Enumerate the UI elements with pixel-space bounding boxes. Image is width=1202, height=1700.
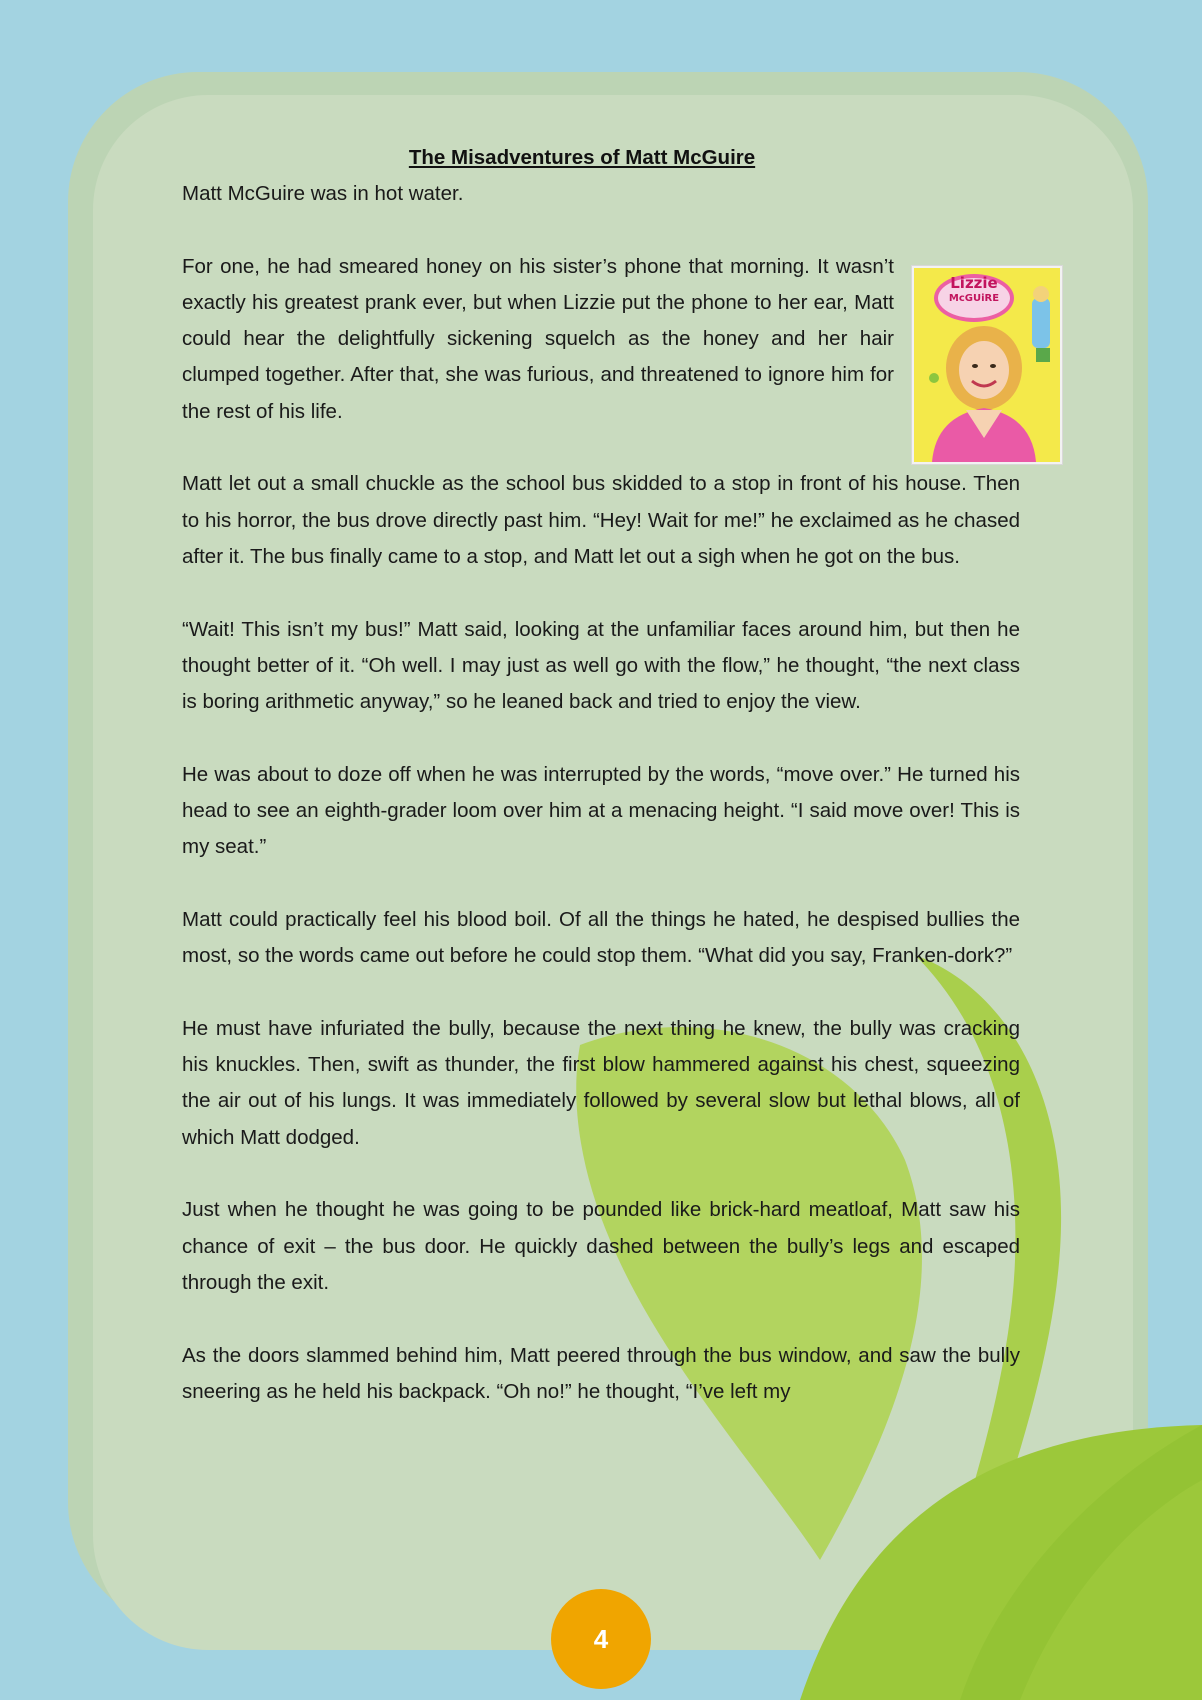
paragraph-5: He was about to doze off when he was interrupted by the words, “move over.” He turned his head to see an eighth-grader loom over him at a menacing height. “I said move over! This is my seat.” [182,762,1020,859]
paragraph-7: He must have infuriated the bully, because the next thing he knew, the bully was cracking his knuckles. Then, swift as thunder, the first blow hammered against his chest, squeezing the air out of his lungs. It was immediately followed by several slow but lethal blows, all of which Matt dodged. [182,1016,1020,1149]
paragraph-4: “Wait! This isn’t my bus!” Matt said, looking at the unfamiliar faces around him, but then he thought better of it. “Oh well. I may just as well go with the flow,” he thought, “the next class is boring arithmetic anyway,” so he leaned back and tried to enjoy the view. [182,617,1020,714]
paragraph-1: Matt McGuire was in hot water. [182,182,464,205]
cover-logo-line1: Lizzie [950,274,998,292]
story-content [182,140,1020,1410]
paragraph-2: For one, he had smeared honey on his sister’s phone that morning. It wasn’t exactly his greatest prank ever, but when Lizzie put the phone to her ear, Matt could hear the delightfully sickening squelch as the honey and her hair clumped together. After that, she was furious, and threatened to ignore him for the rest of his life. [182,254,894,423]
book-cover-image [912,266,1062,464]
paragraph-6: Matt could practically feel his blood boil. Of all the things he hated, he despised bullies the most, so the words came out before he could stop them. “What did you say, Franken-dork?” [182,907,1020,968]
cover-logo [932,276,1016,306]
story-title: The Misadventures of Matt McGuire [408,146,756,169]
paragraph-3: Matt let out a small chuckle as the school bus skidded to a stop in front of his house. Then to his horror, the bus drove directly past him. “Hey! Wait for me!” he exclaimed as he chased after it. The bus finally came to a stop, and Matt let out a sigh when he got on the bus. [182,472,1020,568]
page-number-badge: 4 [551,1589,651,1689]
cover-logo-line2: McGUiRE [948,293,1000,304]
paragraph-9: As the doors slammed behind him, Matt peered through the bus window, and saw the bully sneering as he held his backpack. “Oh no!” he thought, “I’ve left my [182,1343,1020,1403]
paragraph-8: Just when he thought he was going to be pounded like brick-hard meatloaf, Matt saw his chance of exit – the bus door. He quickly dashed between the bully’s legs and escaped through the exit. [182,1198,1020,1294]
